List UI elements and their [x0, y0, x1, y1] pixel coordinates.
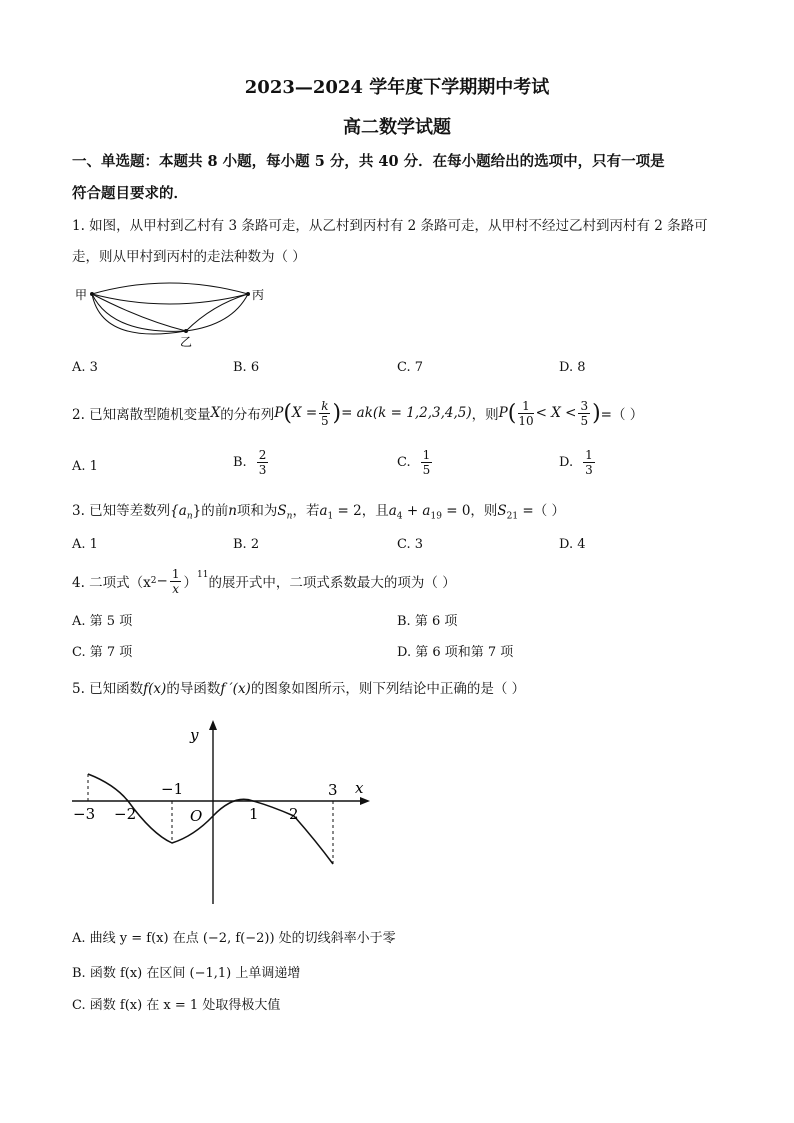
tick-1: 1 — [249, 805, 259, 823]
section-header-line1: 一、单选题：本题共 8 小题，每小题 5 分，共 40 分．在每小题给出的选项中，只有一项是 — [72, 153, 665, 170]
y-axis-arrow-icon — [209, 720, 217, 730]
q2-option-b[interactable]: B. $\frac{2}{3}$ — [233, 448, 267, 477]
page-subtitle: 高二数学试题 — [343, 117, 451, 138]
tick-neg3: −3 — [73, 805, 96, 823]
q4-option-d[interactable]: D. 第 6 项和第 7 项 — [397, 645, 514, 660]
q2-option-d[interactable]: D. $\frac{1}{3}$ — [559, 448, 593, 477]
q4-option-b[interactable]: B. 第 6 项 — [397, 614, 458, 629]
q1-option-d[interactable]: D. 8 — [559, 360, 586, 375]
node-jia: 甲 — [75, 288, 88, 302]
tick-neg2: −2 — [114, 805, 137, 823]
q2-text: 2. 已知离散型随机变量 X 的分布列 P ( X = $\frac{k}{5}$ ) = ak(k = 1,2,3,4,5) ，则 P ( $\frac{1}{10}$ < X < $\frac{3}{5}$ ) =（ ） — [72, 398, 644, 428]
q3-option-c[interactable]: C. 3 — [397, 537, 424, 552]
x-axis-arrow-icon — [360, 797, 370, 805]
y-label: y — [190, 726, 199, 744]
q5-derivative-graph — [66, 716, 376, 911]
tick-neg1: −1 — [161, 780, 184, 798]
q4-text: 4. 二项式（x 2 − $\frac{1}{x}$ ） $^{11}$ 的展开式中，二项式系数最大的项为（ ） — [72, 566, 456, 596]
q5-option-b[interactable]: B. 函数 f(x) 在区间 (−1,1) 上单调递增 — [72, 966, 301, 981]
q3-option-b[interactable]: B. 2 — [233, 537, 260, 552]
q5-option-a[interactable]: A. 曲线 y = f(x) 在点 (−2, f(−2)) 处的切线斜率小于零 — [72, 931, 396, 946]
q3-option-a[interactable]: A. 1 — [72, 537, 98, 552]
section-header-line2: 符合题目要求的． — [72, 185, 188, 202]
q1-option-c[interactable]: C. 7 — [397, 360, 424, 375]
q4-option-a[interactable]: A. 第 5 项 — [72, 614, 133, 629]
q3-option-d[interactable]: D. 4 — [559, 537, 586, 552]
road-yi-bing-2 — [186, 294, 248, 331]
origin-label: O — [190, 807, 203, 825]
node-yi: 乙 — [180, 335, 193, 349]
tick-3: 3 — [328, 781, 338, 799]
q2-option-a[interactable]: A. 1 — [72, 459, 98, 474]
q1-option-b[interactable]: B. 6 — [233, 360, 260, 375]
q5-text: 5. 已知函数f(x)的导函数f ′(x)的图象如图所示，则下列结论中正确的是（ ） — [72, 681, 526, 697]
x-label: x — [355, 779, 364, 797]
tick-2: 2 — [289, 805, 299, 823]
q1-text-line1: 1. 如图，从甲村到乙村有 3 条路可走，从乙村到丙村有 2 条路可走，从甲村不经过乙村到丙村有 2 条路可 — [72, 218, 708, 234]
q5-option-c[interactable]: C. 函数 f(x) 在 x = 1 处取得极大值 — [72, 998, 281, 1013]
page-title: 2023—2024 学年度下学期期中考试 — [244, 77, 550, 98]
node-bing: 丙 — [252, 288, 265, 302]
road-jia-yi-1 — [92, 294, 186, 331]
road-yi-bing-1 — [186, 294, 248, 331]
q3-text: 3. 已知等差数列$\{a_n\}$的前n项和为$S_n$，若$a_1 = 2$，且$a_4 + a_{19} = 0$，则$S_{21}$ =（ ） — [72, 503, 566, 522]
road-jia-bing-2 — [92, 294, 248, 304]
q1-option-a[interactable]: A. 3 — [72, 360, 98, 375]
q1-road-diagram — [72, 280, 272, 350]
road-jia-bing-1 — [92, 283, 248, 294]
q2-option-c[interactable]: C. $\frac{1}{5}$ — [397, 448, 431, 477]
q4-option-c[interactable]: C. 第 7 项 — [72, 645, 133, 660]
q1-text-line2: 走，则从甲村到丙村的走法种数为（ ） — [72, 249, 306, 265]
